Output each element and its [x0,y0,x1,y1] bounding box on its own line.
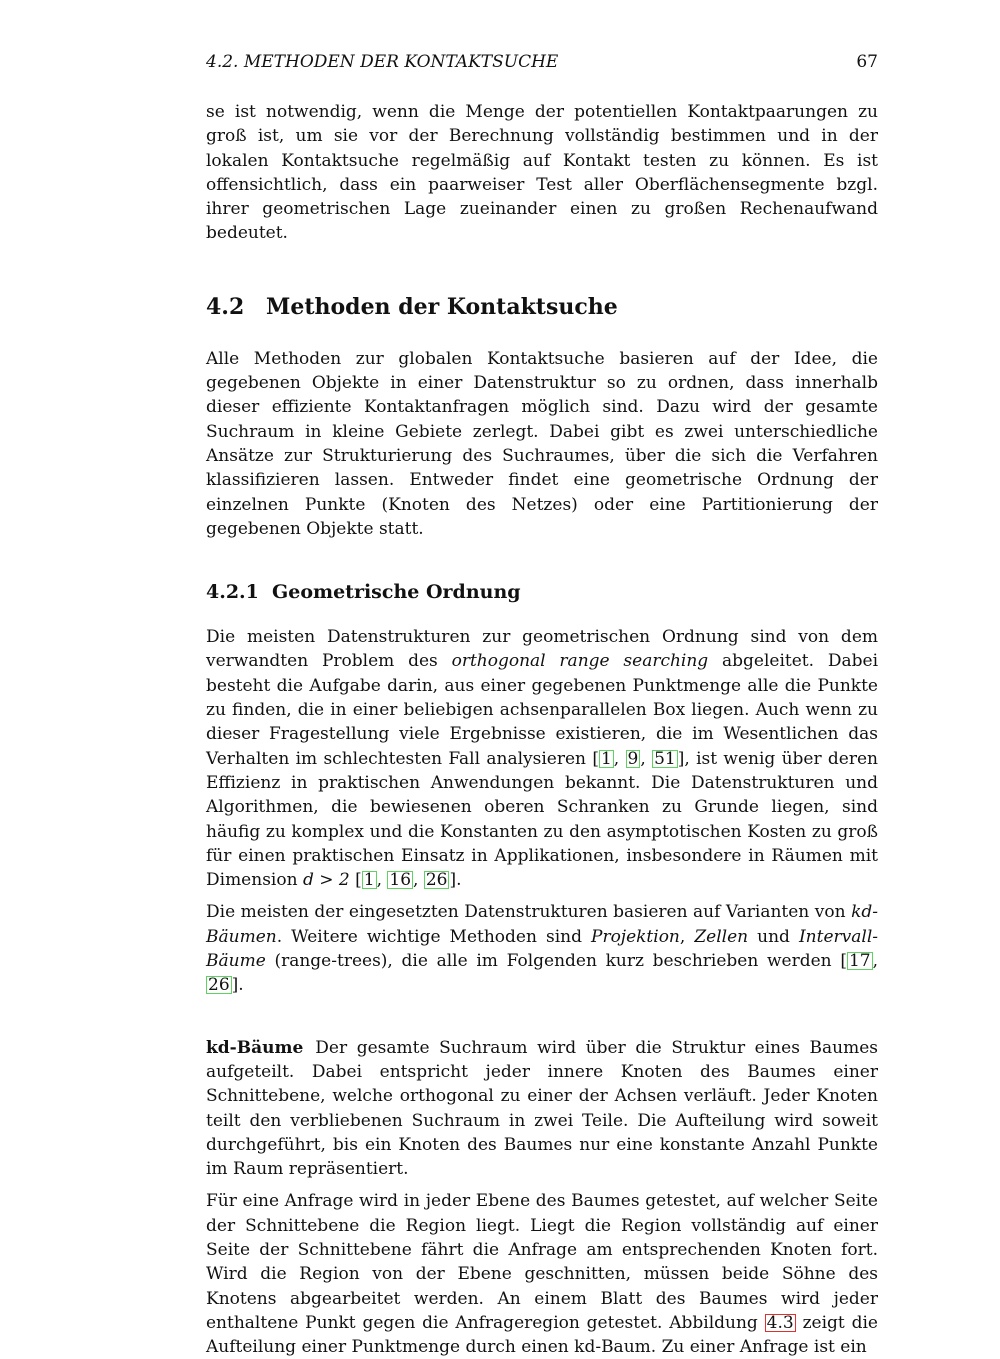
paragraph-heading: kd-Bäume [206,1037,304,1058]
citation-link[interactable]: 17 [848,951,871,972]
section-paragraph: Alle Methoden zur globalen Kontaktsuche basieren auf der Idee, die gegebenen Objekte in einer Datenstruktur so zu ordnen, dass innerhalb dieser effiziente Kontaktanfragen möglich sind. Dazu wird der gesamte Suchraum in kleine Gebiete zerlegt. Dabei gibt es zwei unterschiedliche Ansätze zur Strukturierung des Suchraumes, über die sich die Verfahren klassifizieren lassen. Entweder findet eine geometrische Ordnung der einzelnen Punkte (Knoten des Netzes) oder eine Partitionierung der gegebenen Objekte statt. [206,348,878,539]
citation: [ 17 , 26 ] [208,951,878,996]
section-heading [206,292,878,322]
emphasis: kd-Bäumen [206,902,878,947]
emphasis: orthogonal range searching [451,651,709,672]
section-title: Methoden der Kontaktsuche [266,293,618,320]
running-header [206,50,878,74]
text-span: Die meisten der eingesetzten Datenstrukturen basieren auf Varianten von [206,902,852,923]
text-span: zeigt die Aufteilung einer Punktmenge durch einen kd-Baum. Zu einer Anfrage ist ein [206,1312,878,1358]
text-span: Für eine Anfrage wird in jeder Ebene des Baumes getestet, auf welcher Seite der Schnittebene die Region liegt. Liegt die Region vollständig auf einer Seite der Schnittebene fährt die Anfrage am entsprechenden Knoten fort. Wird die Region von der Ebene geschnitten, müssen beide Söhne des Knotens abgearbeitet werden. An einem Blatt des Baumes wird jeder enthaltene Punkt gegen die Anfrageregion getestet. Abbildung [206,1191,878,1333]
citation-link[interactable]: 51 [654,748,676,769]
geometric-order-paragraph-2 [206,900,878,997]
emphasis: Intervall-Bäume [206,926,879,972]
text-span: Die meisten Datenstrukturen zur geometrischen Ordnung sind von dem verwandten Problem des [206,627,878,672]
kd-tree-block [206,1036,878,1359]
subsection-heading [206,579,878,605]
running-title: 4.2. METHODEN DER KONTAKTSUCHE [206,52,559,72]
page-number: 67 [856,52,878,72]
citation-link[interactable]: 16 [389,870,412,891]
text-span: abgeleitet. Dabei besteht die Aufgabe darin, aus einer gegebenen Punktmenge alle die Punkte zu finden, die in einer beliebigen achsenparallelen Box liegen. Auch wenn zu dieser Fragestellung viele Ergebnisse existieren, die im Wesentlichen das Verhalten im schlechtesten Fall analysieren [206,651,879,769]
text-span: , ist wenig über deren Effizienz in praktischen Anwendungen bekannt. Die Datenstrukturen und Algorithmen, die bewiesenen oberen Schranken zu Grunde liegen, sind häufig zu komplex und die Konstanten zu den asymptotischen Kosten zu groß für einen praktischen Einsatz in Applikationen, insbesondere in Räumen mit Dimension [206,748,879,891]
intro-paragraph: se ist notwendig, wenn die Menge der potentiellen Kontaktpaarungen zu groß ist, um sie vor der Berechnung vollständig bestimmen und in der lokalen Kontaktsuche regelmäßig auf Kontakt testen zu können. Es ist offensichtlich, dass ein paarweiser Test aller Oberflächensegmente bzgl. ihrer geometrischen Lage zueinander einen zu großen Rechenaufwand bedeutet. [206,102,878,244]
main-content [206,100,878,1359]
text-span: Der gesamte Suchraum wird über die Struktur eines Baumes aufgeteilt. Dabei entspricht jeder innere Knoten des Baumes einer Schnittebene, welche orthogonal zu einer der Achsen verläuft. Jeder Knoten teilt den verbliebenen Suchraum in zwei Teile. Die Aufteilung wird soweit durchgeführt, bis ein Knoten des Baumes nur eine konstante Anzahl Punkte im Raum repräsentiert. [206,1037,878,1180]
text-span: (range-trees), die alle im Folgenden kurz beschrieben werden [265,951,841,972]
citation-link[interactable]: 26 [208,975,230,996]
text-span: und [748,926,799,947]
text-span: . [238,975,244,996]
citation-link[interactable]: 1 [600,748,612,769]
figure-reference-link[interactable]: 4.3 [766,1312,794,1333]
text-span: , [679,926,695,947]
section-number: 4.2 [206,293,245,320]
citation-link[interactable]: 9 [627,748,639,769]
citation: [ 1 , 9 , 51 ] [592,748,685,769]
text-span: . Weitere wichtige Methoden sind [276,926,591,947]
emphasis: Projektion [591,926,680,947]
kd-tree-paragraph-2 [206,1189,878,1359]
math-expression: d > 2 [302,870,350,891]
emphasis: Zellen [694,926,749,947]
kd-tree-paragraph-1 [206,1036,878,1182]
citation-link[interactable]: 1 [363,870,375,891]
subsection-number: 4.2.1 [206,581,259,604]
citation: [ 1 , 16 , 26 ] [355,870,457,891]
citation-link[interactable]: 26 [425,870,448,891]
subsection-title: Geometrische Ordnung [272,581,521,604]
text-span: . [456,870,462,891]
geometric-order-paragraph-1 [206,625,878,892]
